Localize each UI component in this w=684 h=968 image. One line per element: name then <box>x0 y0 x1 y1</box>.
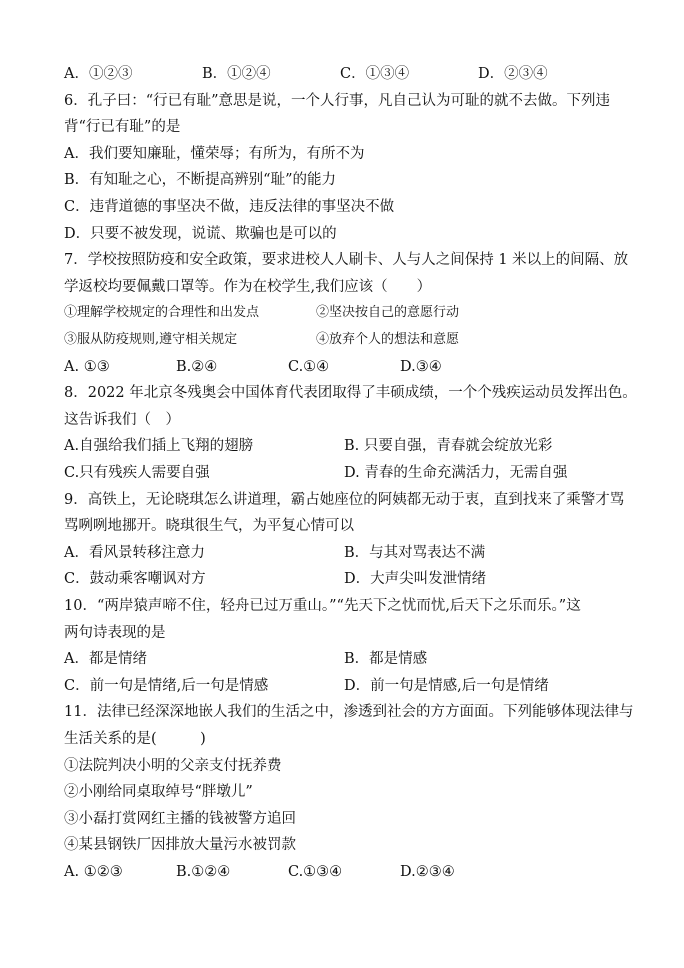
option-item: D．前一句是情感,后一句是情绪 <box>344 677 549 694</box>
options-row <box>64 543 624 563</box>
option-item: A．①②③ <box>64 66 133 82</box>
text-line: 6．孔子曰：“行已有耻”意思是说，一个人行事，凡自己认为可耻的就不去做。下列违 <box>64 92 611 109</box>
option-item: ④放弃个人的想法和意愿 <box>316 332 460 347</box>
text-line: 10．“两岸猿声啼不住，轻舟已过万重山。”“先天下之忧而忧,后天下之乐而乐。”这 <box>64 598 581 614</box>
option-item: C．①③④ <box>340 66 410 82</box>
options-row <box>64 303 624 323</box>
text-line: 7．学校按照防疫和安全政策，要求进校人人刷卡、人与人之间保持 1 米以上的间隔、放 <box>64 252 629 269</box>
option-item: ②坚决按自己的意愿行动 <box>316 305 460 321</box>
option-item: B．都是情感 <box>344 651 428 668</box>
option-item: B.②④ <box>176 358 218 375</box>
option-item: B．与其对骂表达不满 <box>344 544 486 561</box>
options-row <box>64 436 624 456</box>
text-line: 背“行已有耻”的是 <box>64 119 181 136</box>
option-item: A．都是情绪 <box>64 651 147 668</box>
text-line: 8．2022 年北京冬残奥会中国体育代表团取得了丰硕成绩，一个个残疾运动员发挥出色。 <box>64 385 637 402</box>
options-row <box>64 64 624 84</box>
option-item: C.①④ <box>288 358 330 375</box>
option-item: B.①②④ <box>176 864 231 880</box>
text-line: 生活关系的是( ) <box>64 731 206 747</box>
option-item: A. ①③ <box>64 358 110 375</box>
option-item: A.自强给我们插上飞翔的翅膀 <box>64 438 254 455</box>
text-line: B．有知耻之心，不断提高辨别“耻”的能力 <box>64 172 336 189</box>
text-line: 学返校均要佩戴口罩等。作为在校学生,我们应该（ ） <box>64 278 432 295</box>
options-row <box>64 676 624 696</box>
text-line: 9．高铁上，无论晓琪怎么讲道理，霸占她座位的阿姨都无动于衷，直到找来了乘警才骂 <box>64 491 625 508</box>
options-row <box>64 330 624 350</box>
option-item: ③服从防疫规则,遵守相关规定 <box>64 332 238 347</box>
option-item: C．前一句是情绪,后一句是情感 <box>64 677 269 694</box>
text-line: 骂咧咧地挪开。晓琪很生气，为平复心情可以 <box>64 518 354 535</box>
option-item: A. ①②③ <box>64 864 123 880</box>
text-line: ②小刚给同桌取绰号“胖墩儿” <box>64 784 253 801</box>
text-line: ④某县钢铁厂因排放大量污水被罚款 <box>64 837 296 854</box>
option-item: B．①②④ <box>202 66 271 82</box>
options-row <box>64 569 624 589</box>
option-item: A．看风景转移注意力 <box>64 544 205 561</box>
text-line: ①法院判决小明的父亲支付抚养费 <box>64 757 282 774</box>
text-line: ③小磊打赏网红主播的钱被警方追回 <box>64 810 296 827</box>
option-item: D．②③④ <box>478 66 548 82</box>
options-row <box>64 649 624 669</box>
option-item: B. 只要自强，青春就会绽放光彩 <box>344 438 553 455</box>
option-item: C.①③④ <box>288 864 343 880</box>
option-item: C．鼓动乘客嘲讽对方 <box>64 571 206 588</box>
option-item: D.②③④ <box>400 864 455 880</box>
text-line: A．我们要知廉耻，懂荣辱；有所为，有所不为 <box>64 145 365 162</box>
option-item: D.③④ <box>400 358 442 375</box>
option-item: D．大声尖叫发泄情绪 <box>344 571 487 588</box>
text-line: 这告诉我们（ ） <box>64 411 180 428</box>
options-row <box>64 463 624 483</box>
option-item: D. 青春的生命充满活力，无需自强 <box>344 465 568 481</box>
options-row <box>64 357 624 377</box>
options-row <box>64 862 624 882</box>
option-item: C.只有残疾人需要自强 <box>64 465 210 481</box>
text-line: 两句诗表现的是 <box>64 624 166 641</box>
text-line: 11．法律已经深深地嵌人我们的生活之中，渗透到社会的方方面面。下列能够体现法律与 <box>64 704 634 721</box>
text-line: D．只要不被发现，说谎、欺骗也是可以的 <box>64 225 337 242</box>
text-line: C．违背道德的事坚决不做，违反法律的事坚决不做 <box>64 199 395 215</box>
option-item: ①理解学校规定的合理性和出发点 <box>64 305 260 321</box>
